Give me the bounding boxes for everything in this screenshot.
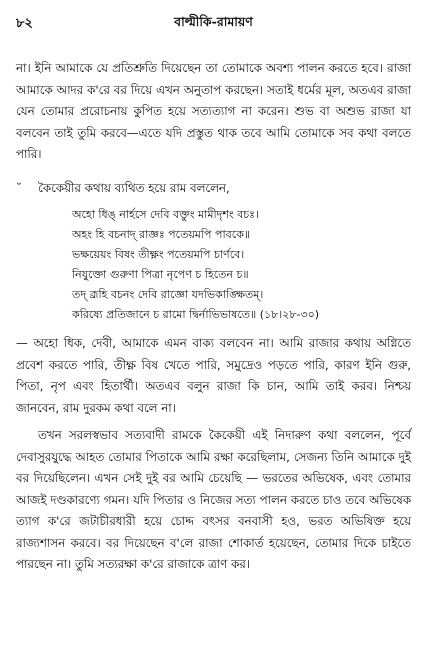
paragraph-mark: ˘ [16, 180, 22, 195]
page-number: ৮২ [16, 16, 33, 31]
verse-line: অহং হি বচনাদ্‌ রাজ্ঞঃ পতেয়মপি পাবকে॥ [72, 228, 251, 241]
paragraph-3: — অহো ধিক, দেবী, আমাকে এমন বাক্য বলবেন না। আমি রাজার কথায় অগ্নিতে প্রবেশ করতে পারি, তীক্ষ্ণ বিষ খেতে পারি, সমুদ্রেও পড়তে পারি, কারণ ইনি গুরু, পিতা, নৃপ এবং হিতার্থী। অতএব বলুন রাজা কি চান, আমি তাই করব। নিশ্চয় জানবেন, রাম দুরকম কথা বলে না। [16, 336, 411, 415]
verse-line: নিযুক্তো গুরুণা পিত্রা নৃপেণ চ হিতেন চ॥ [72, 268, 249, 281]
running-title: বাল্মীকি-রামায়ণ [174, 14, 253, 29]
sanskrit-verse [72, 205, 411, 325]
verse-line: করিষ্যে প্রতিজানে চ রামো দ্বির্নাভিভাষতে॥ (১৮।২৮-৩০) [72, 308, 320, 321]
paragraph-2-text: কৈকেয়ীর কথায় ব্যথিত হয়ে রাম বললেন, [38, 180, 230, 195]
verse-line: ভক্ষয়েয়ং বিষং তীক্ষ্ণং পতেয়মপি চার্ণবে। [72, 248, 245, 261]
paragraph-2 [16, 178, 411, 200]
paragraph-1: না। ইনি আমাকে যে প্রতিশ্রুতি দিয়েছেন তা তোমাকে অবশ্য পালন করতে হবে। রাজা আমাকে আদর ক'রে বর দিয়ে এখন অনুতাপ করছেন। সতাই ধর্মের মূল, অতএব রাজা যেন তোমার প্ররোচনায় কুপিত হয়ে সত্যত্যাগ না করেন। শুভ বা অশুভ রাজা যা বলবেন তাই তুমি করবে—এতে যদি প্রস্তুত থাক তবে আমি তোমাকে সব কথা বলতে পারি। [16, 61, 411, 161]
page-header [16, 14, 411, 36]
paragraph-4: তখন সরলস্বভাব সত্যবাদী রামকে কৈকেয়ী এই নিদারুণ কথা বললেন, পূর্বে দেবাসুরযুদ্ধে আহত তোমার পিতাকে আমি রক্ষা করেছিলাম, সেজন্য তিনি আমাকে দুই বর দিয়েছিলেন। এখন সেই দুই বর আমি চেয়েছি — ভরতের অভিষেক, এবং তোমার আজই দণ্ডকারণ্যে গমন। যদি পিতার ও নিজের সত্য পালন করতে চাও তবে অভিষেক ত্যাগ ক'রে জটাচীরধারী হয়ে চোদ্দ বৎসর বনবাসী হও, ভরত অভিষিক্ত হয়ে রাজ্যশাসন করবে। বর দিয়েছেন ব'লে রাজা শোকার্ত হয়েছেন, তোমার দিকে চাইতে পারছেন না। তুমি সত্যরক্ষা ক'রে রাজাকে ত্রাণ কর। [16, 428, 411, 571]
verse-line: অহো ধিঙ্‌ নার্হসে দেবি বক্তুং মামীদৃশং বচঃ। [72, 208, 259, 221]
verse-line: তদ্‌ ব্রূহি বচনং দেবি রাজ্ঞো যদভিকাঙ্ক্ষিতম্‌। [72, 288, 264, 301]
